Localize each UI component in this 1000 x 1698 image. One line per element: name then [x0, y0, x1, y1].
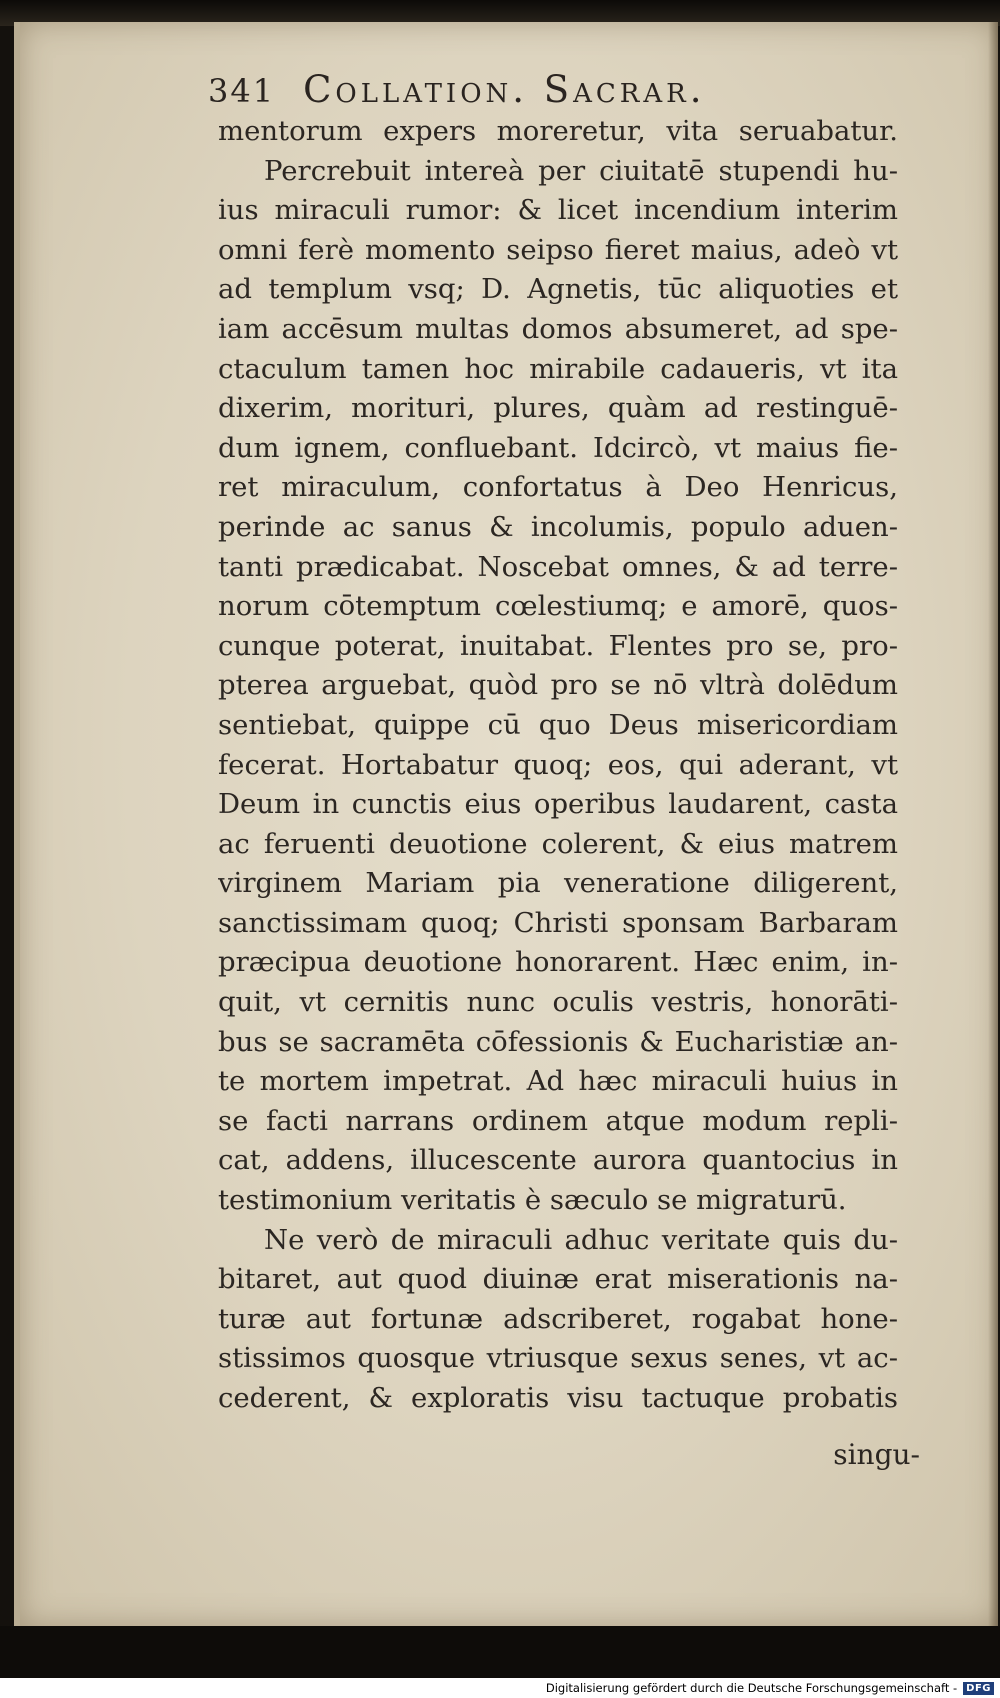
scan-bottom-edge — [0, 1626, 1000, 1678]
text-line: iam accēsum multas domos absumeret, ad spe- — [218, 312, 898, 345]
text-line: cat, addens, illucescente aurora quantocius in — [218, 1144, 898, 1177]
text-line: sanctissimam quoq; Christi sponsam Barbaram — [218, 906, 898, 939]
page-edge-shadow — [988, 22, 998, 1626]
dfg-logo: DFG — [963, 1682, 994, 1695]
text-line: ac feruenti deuotione colerent, & eius matrem — [218, 827, 898, 860]
text-line: Ne verò de miraculi adhuc veritate quis du- — [264, 1223, 898, 1256]
text-line: cunque poterat, inuitabat. Flentes pro se, pro- — [218, 629, 898, 662]
running-head-title: Collation. Sacrar. — [303, 68, 706, 111]
text-line: mentorum expers moreretur, vita seruabatur. — [218, 115, 898, 147]
text-line: ad templum vsq; D. Agnetis, tūc aliquoties et — [218, 273, 898, 306]
text-line: fecerat. Hortabatur quoq; eos, qui aderant, vt — [218, 748, 898, 781]
text-line: sentiebat, quippe cū quo Deus misericordiam — [218, 708, 898, 741]
text-line: ret miraculum, confortatus à Deo Henricus, — [218, 471, 898, 504]
text-line: virginem Mariam pia veneratione diligerent, — [218, 867, 898, 900]
text-line: quit, vt cernitis nunc oculis vestris, honorāti- — [218, 986, 898, 1019]
text-line: turæ aut fortunæ adscriberet, rogabat hone- — [218, 1302, 898, 1335]
text-line: dum ignem, confluebant. Idcircò, vt maius fie- — [218, 431, 898, 464]
text-line: dixerim, morituri, plures, quàm ad restinguē- — [218, 392, 898, 425]
catchword: singu- — [833, 1438, 920, 1471]
text-line: te mortem impetrat. Ad hæc miraculi huius in — [218, 1065, 898, 1098]
page-number: 341 — [208, 72, 276, 110]
text-line: omni ferè momento seipso fieret maius, adeò vt — [218, 233, 898, 266]
text-line: tanti prædicabat. Noscebat omnes, & ad terre- — [218, 550, 898, 583]
text-line: Deum in cunctis eius operibus laudarent, casta — [218, 788, 898, 821]
digitization-footer — [0, 1678, 1000, 1698]
text-line: bitaret, aut quod diuinæ erat miserationis na- — [218, 1263, 898, 1296]
text-line: pterea arguebat, quòd pro se nō vltrà dolēdum — [218, 669, 898, 702]
text-line: perinde ac sanus & incolumis, populo aduen- — [218, 510, 898, 543]
text-line: stissimos quosque vtriusque sexus senes, vt ac- — [218, 1342, 898, 1375]
body-text — [218, 112, 898, 1419]
text-line: præcipua deuotione honorarent. Hæc enim, in- — [218, 946, 898, 979]
funding-credit: Digitalisierung gefördert durch die Deutsche Forschungsgemeinschaft - — [545, 1681, 958, 1695]
text-line: cederent, & exploratis visu tactuque probatis — [218, 1382, 898, 1414]
text-line: se facti narrans ordinem atque modum repli- — [218, 1104, 898, 1137]
text-line: bus se sacramēta cōfessionis & Eucharistiæ an- — [218, 1025, 898, 1058]
text-line: ius miraculi rumor: & licet incendium interim — [218, 194, 898, 227]
text-line: ctaculum tamen hoc mirabile cadaueris, vt ita — [218, 352, 898, 385]
text-line: testimonium veritatis è sæculo se migraturū. — [218, 1184, 847, 1217]
text-line: Percrebuit intereà per ciuitatē stupendi hu- — [264, 154, 898, 187]
text-line: norum cōtemptum cœlestiumq; e amorē, quos- — [218, 590, 898, 623]
